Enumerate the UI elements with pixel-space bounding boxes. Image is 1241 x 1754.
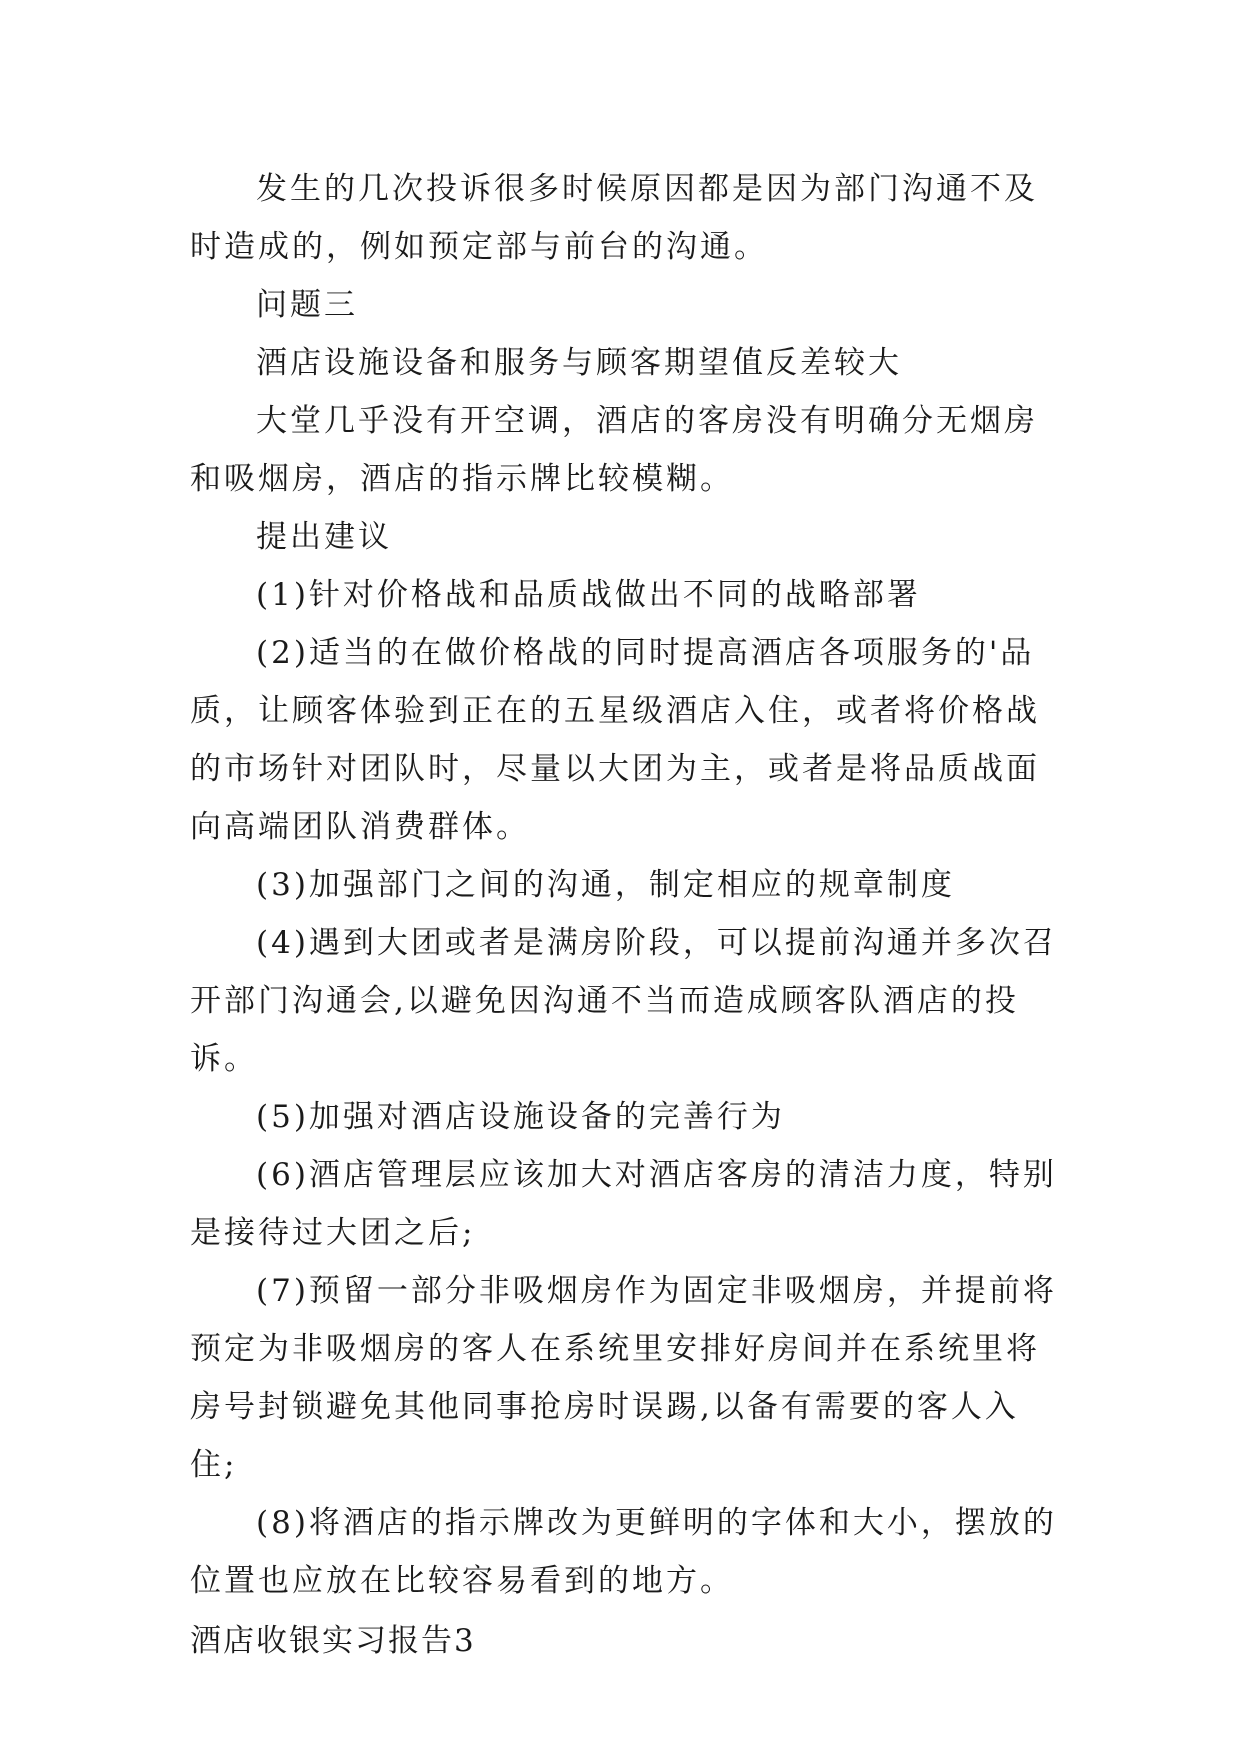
list-item: (1)针对价格战和品质战做出不同的战略部署 [256, 577, 921, 613]
list-item: (5)加强对酒店设施设备的完善行为 [256, 1099, 785, 1135]
paragraph: 发生的几次投诉很多时候原因都是因为部门沟通不及时造成的，例如预定部与前台的沟通。 [190, 171, 1038, 265]
list-item: (7)预留一部分非吸烟房作为固定非吸烟房，并提前将预定为非吸烟房的客人在系统里安排好房间并在系统里将房号封锁避免其他同事抢房时误踢,以备有需要的客人入住; [190, 1273, 1057, 1483]
list-item: (6)酒店管理层应该加大对酒店客房的清洁力度，特别是接待过大团之后; [190, 1157, 1057, 1251]
paragraph: 大堂几乎没有开空调，酒店的客房没有明确分无烟房和吸烟房，酒店的指示牌比较模糊。 [190, 403, 1038, 497]
report-title: 酒店收银实习报告3 [190, 1623, 476, 1659]
list-item: (2)适当的在做价格战的同时提高酒店各项服务的'品质，让顾客体验到正在的五星级酒店入住，或者将价格战的市场针对团队时，尽量以大团为主，或者是将品质战面向高端团队消费群体。 [190, 635, 1040, 845]
list-item: (3)加强部门之间的沟通，制定相应的规章制度 [256, 867, 955, 903]
section-heading-problem-three: 问题三 [256, 287, 358, 323]
section-heading-suggestions: 提出建议 [256, 519, 392, 555]
list-item: (4)遇到大团或者是满房阶段，可以提前沟通并多次召开部门沟通会,以避免因沟通不当而造成顾客队酒店的投诉。 [190, 925, 1057, 1077]
list-item: (8)将酒店的指示牌改为更鲜明的字体和大小，摆放的位置也应放在比较容易看到的地方。 [190, 1505, 1057, 1599]
document-body [190, 160, 1062, 1670]
paragraph: 酒店设施设备和服务与顾客期望值反差较大 [256, 345, 902, 381]
